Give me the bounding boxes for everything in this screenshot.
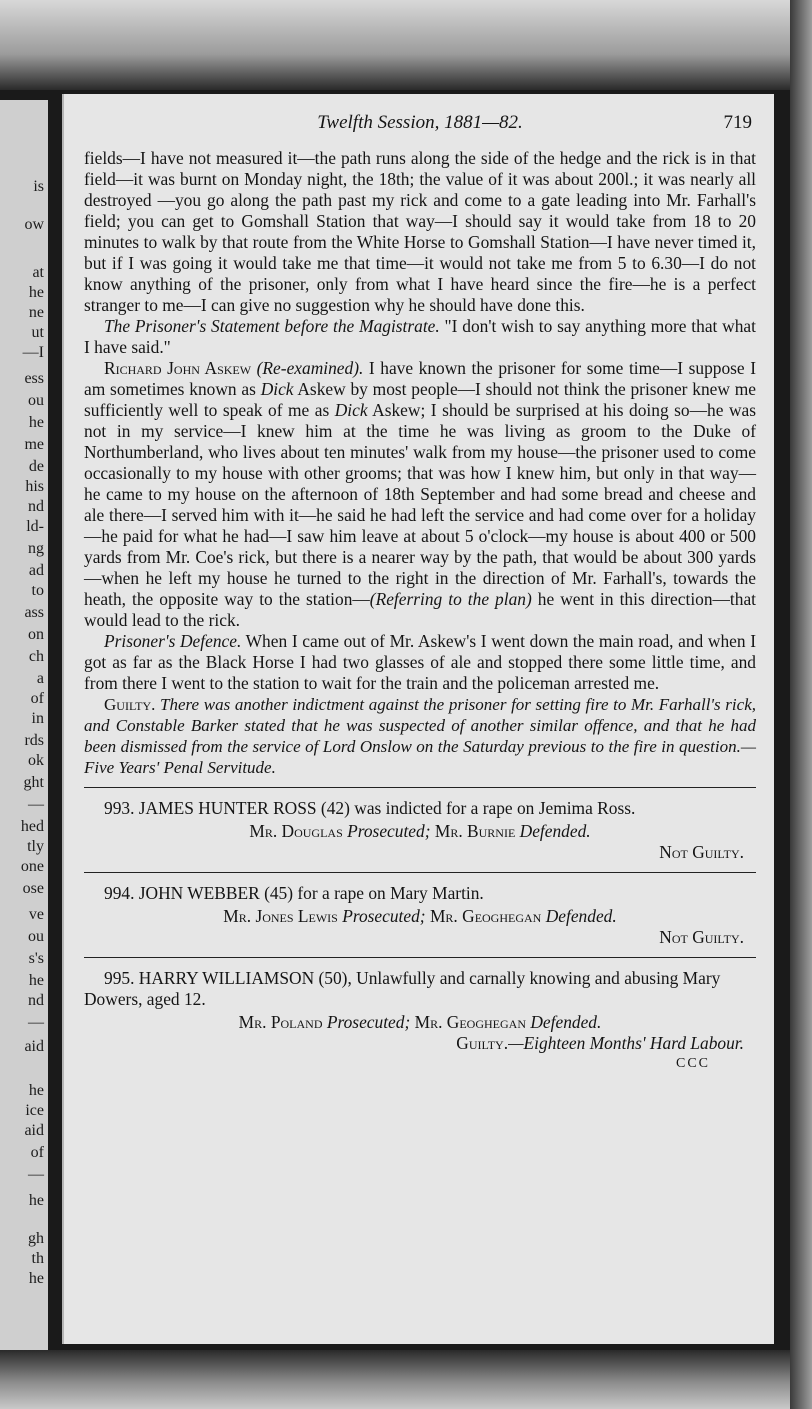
case-verdict: [84, 1033, 744, 1054]
verdict-sentence: —Eighteen Months' Hard Labour.: [508, 1033, 744, 1053]
facing-page-text: ne: [28, 304, 44, 321]
defender: Mr. Geoghegan: [429, 906, 542, 926]
paragraph-prisoner-defence: [84, 631, 756, 694]
facing-page-text: he: [28, 284, 44, 301]
nickname-1: Dick: [260, 379, 294, 399]
facing-page-text: ass: [24, 604, 44, 621]
facing-page-text: in: [31, 710, 44, 727]
defence-label: Prisoner's Defence.: [104, 631, 242, 651]
defended-label: Defended.: [530, 1012, 602, 1032]
case-line: 994. JOHN WEBBER (45) for a rape on Mary Martin.: [104, 883, 484, 903]
book-page: [62, 94, 774, 1344]
session-title: Twelfth Session, 1881—82.: [317, 112, 523, 133]
facing-page-text: me: [24, 436, 44, 453]
defended-label: Defended.: [545, 906, 617, 926]
facing-page-text: ng: [28, 540, 44, 557]
defence-text: When I came out of Mr. Askew's I went down the main road, and when I got as far as the Black Horse I had two glasses of ale and stopped there some little time, and from there I went to the station to wait for the train and the policeman arrested me.: [84, 631, 756, 693]
facing-page-text: ow: [24, 216, 44, 233]
facing-page-text: ve: [28, 906, 44, 923]
testimony-text-d: he went in this direction—that would lead to the rick.: [84, 589, 757, 630]
case-995: [84, 968, 756, 1054]
facing-page-text: de: [28, 458, 44, 475]
facing-page-text: at: [32, 264, 44, 281]
facing-page-text: nd: [28, 992, 44, 1009]
facing-page-text: is: [33, 178, 44, 195]
case-line: 993. JAMES HUNTER ROSS (42) was indicted for a rape on Jemima Ross.: [104, 798, 636, 818]
facing-page-text: s's: [28, 950, 44, 967]
facing-page-text: ld-: [26, 518, 44, 535]
paragraph-testimony-continued: fields—I have not measured it—the path runs along the side of the hedge and the rick is in that field—it was burnt on Monday night, the 18th; the value of it was about 200l.; it was nearly all destroyed —you go along the path past my rick and come to a gate leading into Mr. Farhall's field; you can get to Gomshall Station that way—I should say it would take from 18 to 20 minutes to walk by that route from the White Horse to Gomshall Station—I have never timed it, but if I was going it would take me that time—it would not take me from 5 to 6.30—I do not know anything of the prisoner, only from what I have heard since the fire—he is a perfect stranger to me—I can give no suggestion why he should have done this.: [84, 148, 756, 315]
facing-page-text: aid: [24, 1122, 44, 1139]
section-rule: [84, 787, 756, 788]
case-993: [84, 798, 756, 863]
running-head: [84, 112, 756, 140]
facing-page-text: ch: [28, 648, 44, 665]
page-number: 719: [723, 112, 752, 133]
facing-page-text: he: [28, 414, 44, 431]
defender: Mr. Burnie: [434, 821, 516, 841]
facing-page-text: one: [20, 858, 44, 875]
facing-page-text: he: [28, 1270, 44, 1287]
counsel-line: [84, 1012, 756, 1033]
case-verdict: Not Guilty.: [659, 927, 744, 947]
witness-role: (Re-examined).: [256, 358, 364, 378]
verdict-guilty: Guilty.: [456, 1033, 509, 1053]
facing-page-text: ou: [28, 392, 44, 409]
nickname-2: Dick: [334, 400, 368, 420]
facing-page-text: —: [28, 796, 44, 813]
facing-page-text: ok: [28, 752, 44, 769]
facing-page-text: to: [31, 582, 44, 599]
prosecutor: Mr. Douglas: [249, 821, 343, 841]
prosecuted-label: Prosecuted;: [342, 906, 426, 926]
facing-page-text: ose: [22, 880, 44, 897]
facing-page-text: gh: [28, 1230, 44, 1247]
section-rule: [84, 957, 756, 958]
section-rule: [84, 872, 756, 873]
facing-page-text: of: [30, 690, 44, 707]
facing-page-fragment: [0, 100, 48, 1350]
prosecutor: Mr. Jones Lewis: [223, 906, 338, 926]
facing-page-text: th: [31, 1250, 44, 1267]
facing-page-text: a: [36, 670, 44, 687]
facing-page-text: ut: [31, 324, 44, 341]
paragraph-verdict: [84, 694, 756, 778]
defended-label: Defended.: [519, 821, 591, 841]
facing-page-text: tly: [27, 838, 44, 855]
prosecutor: Mr. Poland: [238, 1012, 323, 1032]
verdict-guilty: Guilty.: [104, 695, 156, 714]
plan-reference: (Referring to the plan): [369, 589, 532, 609]
case-994: [84, 883, 756, 948]
facing-page-text: on: [28, 626, 44, 643]
facing-page-text: hed: [20, 818, 44, 835]
scan-bottom-edge: [0, 1350, 812, 1409]
facing-page-text: —: [28, 1014, 44, 1031]
facing-page-text: ess: [24, 370, 44, 387]
facing-page-text: ght: [23, 774, 44, 791]
facing-page-text: his: [25, 478, 44, 495]
verdict-text: There was another indictment against the prisoner for setting fire to Mr. Farhall's rick, and Constable Barker stated that he was suspected of another similar offence, and that he had been dismissed from the service of Lord Onslow on the Saturday previous to the fire in question.—Five Years' Penal Servitude.: [84, 695, 756, 777]
body-text: [84, 148, 756, 778]
counsel-line: [84, 821, 756, 842]
facing-page-text: ad: [28, 562, 44, 579]
paragraph-prisoner-statement: [84, 316, 756, 358]
prosecuted-label: Prosecuted;: [347, 821, 431, 841]
signature-mark: CCC: [675, 1056, 710, 1071]
witness-name: Richard John Askew: [104, 358, 252, 378]
facing-page-text: ice: [25, 1102, 44, 1119]
defender: Mr. Geoghegan: [414, 1012, 526, 1032]
facing-page-text: he: [28, 972, 44, 989]
facing-page-text: nd: [28, 498, 44, 515]
testimony-text-a: I have known the prisoner for some time—I suppose I am sometimes known as: [84, 358, 756, 399]
counsel-line: [84, 906, 756, 927]
facing-page-text: —: [28, 1166, 44, 1183]
facing-page-text: aid: [24, 1038, 44, 1055]
facing-page-text: rds: [24, 732, 44, 749]
case-verdict: Not Guilty.: [659, 842, 744, 862]
facing-page-text: ou: [28, 928, 44, 945]
scan-top-edge: [0, 0, 812, 90]
statement-label: The Prisoner's Statement before the Magistrate.: [104, 316, 440, 336]
facing-page-text: he: [28, 1192, 44, 1209]
case-line: 995. HARRY WILLIAMSON (50), Unlawfully and carnally knowing and abusing Mary Dowers, aged 12.: [84, 968, 721, 1009]
facing-page-text: —I: [22, 344, 44, 361]
paragraph-askew-reexamined: [84, 358, 756, 631]
statement-text: "I don't wish to say anything more that what I have said.": [84, 316, 756, 357]
scan-right-edge: [790, 0, 812, 1409]
facing-page-text: he: [28, 1082, 44, 1099]
prosecuted-label: Prosecuted;: [326, 1012, 411, 1032]
facing-page-text: of: [30, 1144, 44, 1161]
testimony-text-c: Askew; I should be surprised at his doing so—he was not in my service—I knew him at the time he was living as groom to the Duke of Northumberland, who lives about ten minutes' walk from my house—the prisoner used to come occasionally to my house with other grooms; that was how I knew him, but only in that way—he came to my house on the afternoon of 18th September and had some bread and cheese and ale there—I served him with it—he said he had left the service and had come over for a holiday—he paid for what he had—I saw him leave at about 5 o'clock—my house is about 400 or 500 yards from Mr. Coe's rick, but there is a nearer way by the path, that would be about 300 yards—when he left my house he turned to the right in the direction of Mr. Farhall's, towards the heath, the opposite way to the station—: [84, 400, 756, 609]
testimony-text-b: Askew by most people—I should not think the prisoner knew me sufficiently well to speak of me as: [84, 379, 756, 420]
